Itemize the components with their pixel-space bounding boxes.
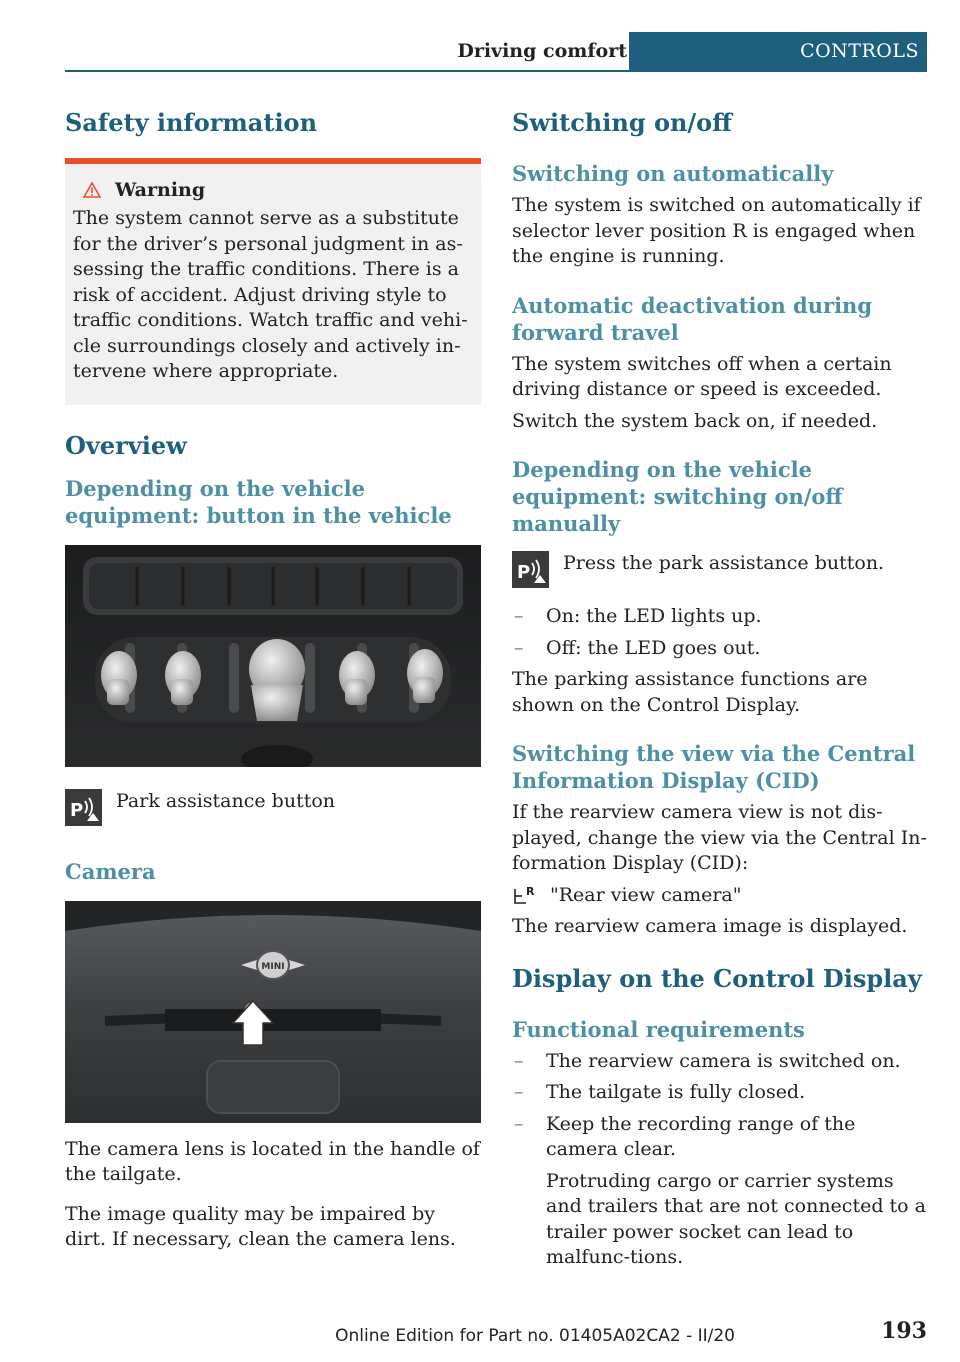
page-header [65, 32, 927, 72]
auto-on-subheading: Switching on automatically [512, 161, 834, 186]
cid-subheading: Switching the view via the Central Information Display (CID) [512, 741, 916, 793]
cid-text: If the rearview camera view is not dis-played, change the view via the Central In-formation Display (CID): [512, 801, 927, 874]
switching-heading: Switching on/off [512, 108, 732, 137]
camera-location-text: The camera lens is located in the handle of the tailgate. [65, 1137, 480, 1185]
header-rule [65, 70, 927, 72]
requirements-note: Protruding cargo or carrier systems and trailers that are not connected to a trailer power socket can lead to malfunc-tions. [546, 1169, 926, 1268]
list-item: – Keep the recording range of the camera clear. [512, 1112, 928, 1163]
display-heading: Display on the Control Display [512, 963, 922, 993]
manual-list [512, 604, 928, 661]
svg-text:R: R [526, 884, 535, 898]
park-assistance-icon [65, 789, 102, 826]
rear-view-camera-icon [512, 883, 540, 907]
functional-requirements-subheading: Functional requirements [512, 1016, 805, 1042]
header-chapter-tab: CONTROLS [629, 32, 927, 70]
park-assistance-icon [512, 551, 549, 588]
cid-menu-item: "Rear view camera" [550, 883, 742, 906]
warning-text: The system cannot serve as a substitute for the driver’s personal judgment in as-sessing the traffic conditions. There is a risk of accident. Adjust driving style to traffic conditions. Watch traffic and vehi-cle surroundings closely and actively in-tervene where appropriate. [73, 207, 468, 382]
page-number: 193 [881, 1318, 927, 1344]
manual-subheading: Depending on the vehicle equipment: switching on/off manually [512, 457, 843, 536]
requirements-list [512, 1049, 928, 1163]
button-subheading: Depending on the vehicle equipment: button in the vehicle [65, 475, 452, 528]
safety-information-heading: Safety information [65, 108, 318, 137]
svg-text:P: P [70, 799, 84, 821]
right-column [512, 100, 928, 1271]
list-item: – The rearview camera is switched on. [512, 1049, 928, 1075]
overview-heading: Overview [65, 430, 187, 460]
park-assistance-button-label: Park assistance button [116, 789, 336, 812]
warning-box [65, 158, 481, 405]
auto-off-text: The system switches off when a certain driving distance or speed is exceeded. [512, 352, 892, 400]
header-section-title: Driving comfort [457, 40, 627, 62]
warning-triangle-icon [83, 182, 101, 198]
list-item: – The tailgate is fully closed. [512, 1080, 928, 1106]
auto-on-text: The system is switched on automatically if selector lever position R is engaged when the engine is running. [512, 194, 921, 267]
mini-logo-text: MINI [261, 961, 285, 972]
svg-text:P: P [517, 562, 531, 583]
tailgate-camera-photo [65, 901, 481, 1123]
warning-title: Warning [115, 179, 206, 201]
camera-subheading: Camera [65, 858, 156, 884]
list-item: – On: the LED lights up. [512, 604, 928, 630]
camera-dirt-text: The image quality may be impaired by dirt. If necessary, clean the camera lens. [65, 1202, 456, 1250]
left-column [65, 100, 481, 1253]
manual-info-text: The parking assistance functions are shown on the Control Display. [512, 668, 868, 716]
manual-instruction-text: Press the park assistance button. [563, 552, 885, 574]
edition-text: Online Edition for Part no. 01405A02CA2 - II/20 [335, 1326, 735, 1346]
cid-result-text: The rearview camera image is displayed. [512, 915, 908, 937]
park-assistance-button-photo [65, 545, 481, 767]
auto-off-subheading: Automatic deactivation during forward travel [512, 292, 873, 345]
auto-off-text-2: Switch the system back on, if needed. [512, 409, 878, 432]
list-item: – Off: the LED goes out. [512, 636, 928, 662]
